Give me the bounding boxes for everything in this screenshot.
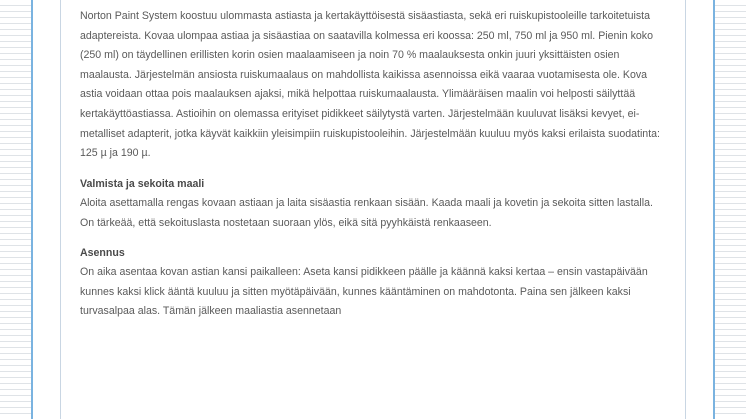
section-heading-prepare-mix: Valmista ja sekoita maali bbox=[80, 177, 205, 190]
right-accent-line bbox=[713, 0, 715, 419]
intro-paragraph: Norton Paint System koostuu ulommasta astiasta ja kertakäyttöisestä sisäastiasta, sekä eri ruiskupistooleille tarkoitetuista adaptereista. Kovaa ulompaa astiaa ja sisäastiaa on saatavilla kolmessa eri koossa: 250 ml, 750 ml ja 950 ml. Pienin koko (250 ml) on täydellinen erillisten korin osien maalaamiseen ja noin 70 % maalauksesta onkin juuri yksittäisten osien maalausta. Järjestelmän ansiosta ruiskumaalaus on mahdollista kaikissa asennoissa eikä vaaraa vuotamisesta ole. Kova astia voidaan ottaa pois maalauksen ajaksi, mikä helpottaa ruiskumaalausta. Ylimääräisen maalin voi helposti säilyttää kertakäyttöastiassa. Astioihin on olemassa erityiset pidikkeet säilytystä varten. Järjestelmään kuuluvat lisäksi kevyet, ei-metalliset adapterit, jotka käyvät kaikkiin yleisimpiin ruiskupistooleihin. Järjestelmään kuuluu myös kaksi erilaista suodatinta: 125 µ ja 190 µ. bbox=[80, 10, 660, 160]
page-right-edge bbox=[685, 0, 686, 419]
left-accent-line bbox=[31, 0, 33, 419]
section-installation bbox=[80, 244, 670, 322]
right-margin-rail bbox=[713, 0, 746, 419]
left-margin-rail bbox=[0, 0, 33, 419]
section-body-prepare-mix: Aloita asettamalla rengas kovaan astiaan ja laita sisäastia renkaan sisään. Kaada maali ja kovetin ja sekoita sitten lastalla. On tärkeää, että sekoituslasta nostetaan suoraan ylös, eikä sitä pyyhkäistä renkaaseen. bbox=[80, 197, 653, 229]
document-body bbox=[80, 7, 670, 332]
section-prepare-mix bbox=[80, 175, 670, 234]
section-heading-installation: Asennus bbox=[80, 246, 125, 259]
page-left-edge bbox=[60, 0, 61, 419]
section-body-installation: On aika asentaa kovan astian kansi paikalleen: Aseta kansi pidikkeen päälle ja käännä kaksi kertaa – ensin vastapäivään kunnes kaksi klick ääntä kuuluu ja sitten myötäpäivään, kunnes kääntäminen on mahdotonta. Paina sen jälkeen kaksi turvasalpaa alas. Tämän jälkeen maaliastia asennetaan bbox=[80, 266, 648, 318]
